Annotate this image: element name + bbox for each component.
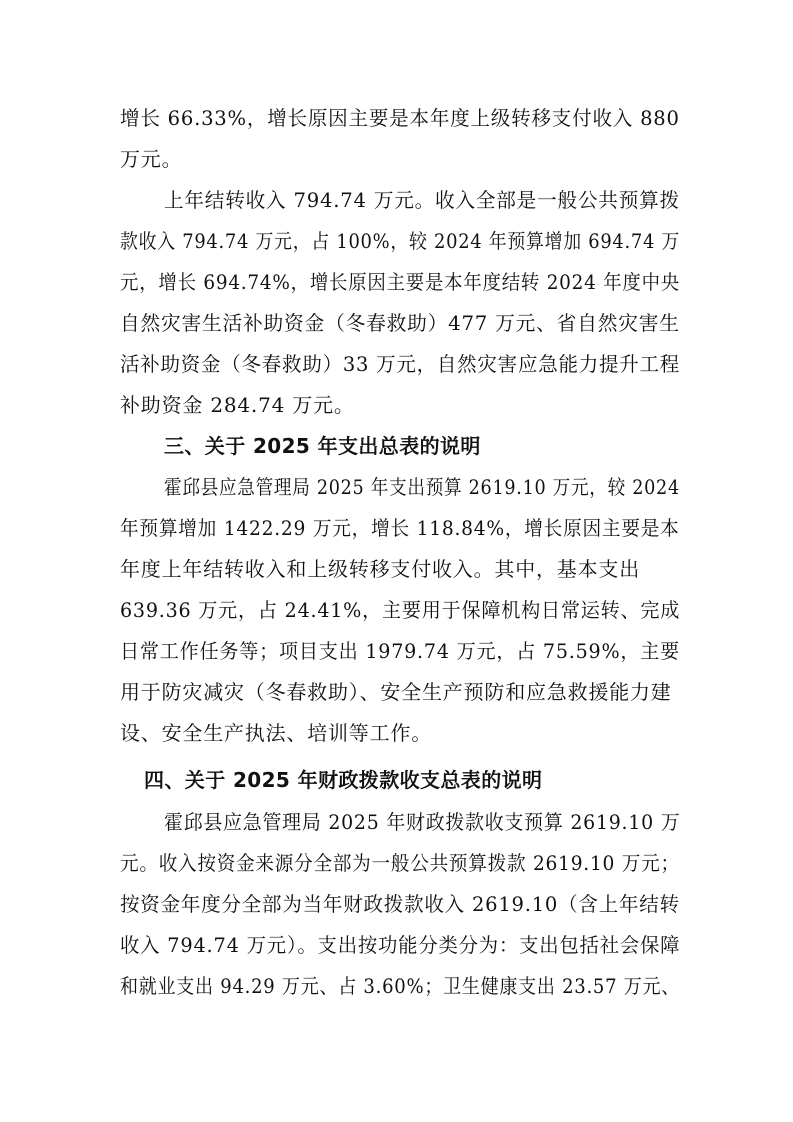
- paragraph-text: 元，增长 694.74%，增长原因主要是本年度结转 2024 年度中央: [120, 270, 680, 294]
- paragraph-text: 日常工作任务等；项目支出 1979.74 万元，占 75.59%，主要: [120, 639, 681, 663]
- paragraph-text: 自然灾害生活补助资金（冬春救助）477 万元、省自然灾害生: [120, 311, 680, 335]
- text-line: [0, 713, 793, 753]
- text-line: [0, 98, 793, 138]
- paragraph-text: 和就业支出 94.29 万元、占 3.60%；卫生健康支出 23.57 万元、: [120, 974, 681, 998]
- text-line: [0, 508, 793, 548]
- text-line: [0, 467, 793, 507]
- paragraph-text: 霍邱县应急管理局 2025 年财政拨款收支预算 2619.10 万: [164, 810, 681, 834]
- text-line: [0, 180, 793, 220]
- section-heading: [0, 760, 793, 800]
- paragraph-text: 增长 66.33%，增长原因主要是本年度上级转移支付收入 880: [120, 106, 680, 130]
- section-heading-text: 三、关于 2025 年支出总表的说明: [164, 434, 481, 458]
- text-line: [0, 590, 793, 630]
- paragraph-text: 上年结转收入 794.74 万元。收入全部是一般公共预算拨: [164, 188, 680, 212]
- text-line: [0, 802, 793, 842]
- paragraph-text: 补助资金 284.74 万元。: [120, 393, 355, 417]
- paragraph-text: 按资金年度分全部为当年财政拨款收入 2619.10（含上年结转: [120, 892, 680, 916]
- paragraph-text: 设、安全生产执法、培训等工作。: [120, 721, 432, 745]
- text-line: [0, 925, 793, 965]
- paragraph-text: 元。收入按资金来源分全部为一般公共预算拨款 2619.10 万元；: [120, 851, 680, 875]
- text-line: [0, 631, 793, 671]
- section-heading: [0, 426, 793, 466]
- paragraph-text: 639.36 万元，占 24.41%，主要用于保障机构日常运转、完成: [120, 598, 681, 622]
- text-line: [0, 884, 793, 924]
- paragraph-text: 年预算增加 1422.29 万元，增长 118.84%，增长原因主要是本: [120, 516, 680, 540]
- text-line: [0, 344, 793, 384]
- text-line: [0, 672, 793, 712]
- text-line: [0, 385, 793, 425]
- text-line: [0, 843, 793, 883]
- text-line: [0, 966, 793, 1006]
- paragraph-text: 年度上年结转收入和上级转移支付收入。其中，基本支出: [120, 557, 640, 581]
- paragraph-text: 万元。: [120, 147, 183, 171]
- text-line: [0, 303, 793, 343]
- paragraph-text: 用于防灾减灾（冬春救助）、安全生产预防和应急救援能力建: [120, 680, 672, 704]
- paragraph-text: 款收入 794.74 万元，占 100%，较 2024 年预算增加 694.74 万: [120, 229, 681, 253]
- text-line: [0, 262, 793, 302]
- paragraph-text: 收入 794.74 万元）。支出按功能分类分为：支出包括社会保障: [120, 933, 681, 957]
- section-heading-text: 四、关于 2025 年财政拨款收支总表的说明: [144, 768, 543, 792]
- paragraph-text: 活补助资金（冬春救助）33 万元，自然灾害应急能力提升工程: [120, 352, 681, 376]
- text-line: [0, 139, 793, 179]
- text-line: [0, 549, 793, 589]
- paragraph-text: 霍邱县应急管理局 2025 年支出预算 2619.10 万元，较 2024: [164, 475, 680, 499]
- text-line: [0, 221, 793, 261]
